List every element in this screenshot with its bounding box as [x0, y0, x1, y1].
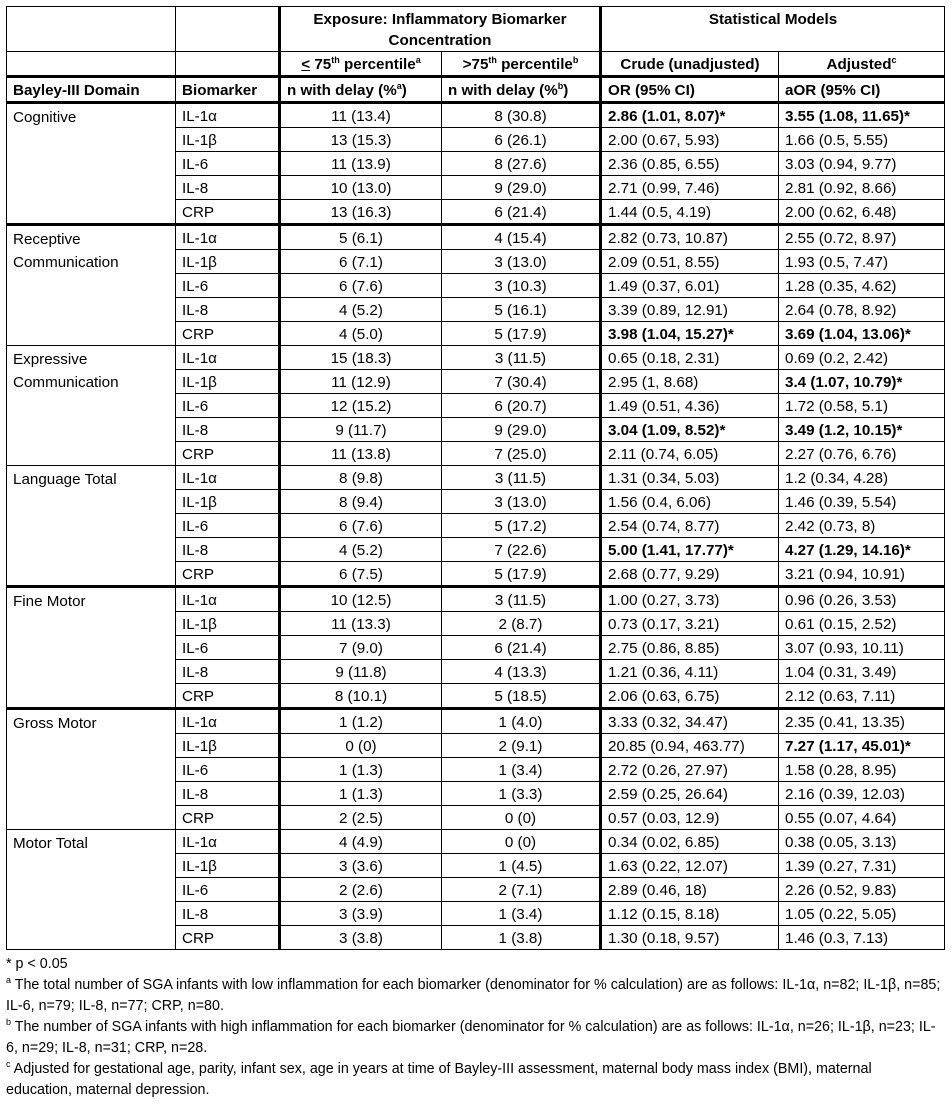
biomarker-cell: IL-1β	[176, 612, 280, 636]
or-cell: 1.31 (0.34, 5.03)	[601, 466, 779, 490]
aor-cell: 2.42 (0.73, 8)	[779, 514, 945, 538]
or-cell: 3.33 (0.32, 34.47)	[601, 709, 779, 734]
header-high-percentile: >75th percentile$^b$	[442, 52, 601, 77]
header-blank-1	[7, 7, 176, 52]
or-cell: 1.63 (0.22, 12.07)	[601, 854, 779, 878]
table-row	[7, 346, 945, 370]
low-delay-cell: 4 (5.2)	[280, 298, 442, 322]
low-delay-cell: 5 (6.1)	[280, 225, 442, 250]
biomarker-cell: IL-1β	[176, 128, 280, 152]
footnotes	[6, 954, 941, 1101]
low-delay-cell: 13 (15.3)	[280, 128, 442, 152]
low-delay-cell: 13 (16.3)	[280, 200, 442, 225]
or-cell: 2.59 (0.25, 26.64)	[601, 782, 779, 806]
domain-name: Expressive	[13, 351, 88, 368]
low-delay-cell: 6 (7.1)	[280, 250, 442, 274]
domain-cell	[7, 830, 176, 950]
low-delay-cell: 11 (13.4)	[280, 103, 442, 128]
aor-cell: 3.21 (0.94, 10.91)	[779, 562, 945, 587]
high-delay-cell: 1 (4.5)	[442, 854, 601, 878]
high-delay-cell: 8 (27.6)	[442, 152, 601, 176]
or-cell: 5.00 (1.41, 17.77)*	[601, 538, 779, 562]
low-delay-cell: 1 (1.3)	[280, 758, 442, 782]
or-cell: 1.12 (0.15, 8.18)	[601, 902, 779, 926]
high-delay-cell: 8 (30.8)	[442, 103, 601, 128]
domain-cell	[7, 587, 176, 709]
biomarker-cell: IL-1α	[176, 225, 280, 250]
or-cell: 0.73 (0.17, 3.21)	[601, 612, 779, 636]
biomarker-cell: IL-1α	[176, 830, 280, 854]
biomarker-cell: IL-6	[176, 758, 280, 782]
low-delay-cell: 9 (11.8)	[280, 660, 442, 684]
domain-name: Language Total	[13, 471, 117, 488]
or-cell: 2.54 (0.74, 8.77)	[601, 514, 779, 538]
high-delay-cell: 5 (18.5)	[442, 684, 601, 709]
biomarker-cell: IL-6	[176, 152, 280, 176]
aor-cell: 1.66 (0.5, 5.55)	[779, 128, 945, 152]
results-table	[6, 6, 945, 950]
aor-cell: 1.39 (0.27, 7.31)	[779, 854, 945, 878]
header-row-columns	[7, 77, 945, 103]
low-delay-cell: 6 (7.6)	[280, 274, 442, 298]
low-delay-cell: 6 (7.5)	[280, 562, 442, 587]
low-delay-cell: 8 (9.8)	[280, 466, 442, 490]
low-delay-cell: 11 (13.8)	[280, 442, 442, 466]
or-cell: 0.57 (0.03, 12.9)	[601, 806, 779, 830]
biomarker-cell: IL-8	[176, 176, 280, 200]
domain-name: Gross Motor	[13, 715, 97, 732]
high-delay-cell: 5 (17.9)	[442, 562, 601, 587]
or-cell: 20.85 (0.94, 463.77)	[601, 734, 779, 758]
aor-cell: 1.2 (0.34, 4.28)	[779, 466, 945, 490]
biomarker-cell: IL-8	[176, 660, 280, 684]
high-delay-cell: 7 (30.4)	[442, 370, 601, 394]
domain-name: Motor Total	[13, 835, 88, 852]
or-cell: 3.98 (1.04, 15.27)*	[601, 322, 779, 346]
biomarker-cell: CRP	[176, 926, 280, 950]
column-aor: aOR (95% CI)	[779, 77, 945, 103]
aor-cell: 0.61 (0.15, 2.52)	[779, 612, 945, 636]
header-blank-3	[7, 52, 176, 77]
high-delay-cell: 3 (11.5)	[442, 346, 601, 370]
footnote-marker: a	[6, 975, 12, 986]
biomarker-cell: CRP	[176, 442, 280, 466]
aor-cell: 1.28 (0.35, 4.62)	[779, 274, 945, 298]
high-delay-cell: 5 (17.9)	[442, 322, 601, 346]
or-cell: 0.34 (0.02, 6.85)	[601, 830, 779, 854]
low-delay-cell: 4 (4.9)	[280, 830, 442, 854]
or-cell: 2.71 (0.99, 7.46)	[601, 176, 779, 200]
aor-cell: 0.55 (0.07, 4.64)	[779, 806, 945, 830]
biomarker-cell: IL-6	[176, 274, 280, 298]
aor-cell: 2.55 (0.72, 8.97)	[779, 225, 945, 250]
domain-cell	[7, 225, 176, 346]
low-delay-cell: 1 (1.2)	[280, 709, 442, 734]
or-cell: 2.89 (0.46, 18)	[601, 878, 779, 902]
table-row	[7, 103, 945, 128]
aor-cell: 2.16 (0.39, 12.03)	[779, 782, 945, 806]
biomarker-cell: IL-6	[176, 636, 280, 660]
aor-cell: 1.05 (0.22, 5.05)	[779, 902, 945, 926]
high-delay-cell: 3 (10.3)	[442, 274, 601, 298]
footnote-marker: b	[6, 1017, 12, 1028]
high-delay-cell: 0 (0)	[442, 830, 601, 854]
aor-cell: 3.03 (0.94, 9.77)	[779, 152, 945, 176]
or-cell: 1.30 (0.18, 9.57)	[601, 926, 779, 950]
header-exposure: Exposure: Inflammatory Biomarker Concentration	[280, 7, 601, 52]
aor-cell: 4.27 (1.29, 14.16)*	[779, 538, 945, 562]
biomarker-cell: IL-8	[176, 418, 280, 442]
low-delay-cell: 3 (3.9)	[280, 902, 442, 926]
or-cell: 0.65 (0.18, 2.31)	[601, 346, 779, 370]
aor-cell: 0.69 (0.2, 2.42)	[779, 346, 945, 370]
or-cell: 1.21 (0.36, 4.11)	[601, 660, 779, 684]
aor-cell: 1.72 (0.58, 5.1)	[779, 394, 945, 418]
aor-cell: 2.35 (0.41, 13.35)	[779, 709, 945, 734]
biomarker-cell: CRP	[176, 322, 280, 346]
low-delay-cell: 8 (10.1)	[280, 684, 442, 709]
high-delay-cell: 1 (3.8)	[442, 926, 601, 950]
aor-cell: 3.69 (1.04, 13.06)*	[779, 322, 945, 346]
high-delay-cell: 1 (4.0)	[442, 709, 601, 734]
biomarker-cell: IL-8	[176, 538, 280, 562]
high-delay-cell: 6 (21.4)	[442, 200, 601, 225]
high-delay-cell: 3 (11.5)	[442, 587, 601, 612]
biomarker-cell: IL-1β	[176, 370, 280, 394]
aor-cell: 1.58 (0.28, 8.95)	[779, 758, 945, 782]
aor-cell: 3.49 (1.2, 10.15)*	[779, 418, 945, 442]
high-delay-cell: 1 (3.4)	[442, 758, 601, 782]
biomarker-cell: CRP	[176, 200, 280, 225]
biomarker-cell: IL-1α	[176, 709, 280, 734]
low-delay-cell: 9 (11.7)	[280, 418, 442, 442]
header-blank-2	[176, 7, 280, 52]
low-delay-cell: 11 (12.9)	[280, 370, 442, 394]
table-row	[7, 587, 945, 612]
footnote	[6, 954, 941, 975]
footnote	[6, 975, 941, 1017]
or-cell: 2.86 (1.01, 8.07)*	[601, 103, 779, 128]
aor-cell: 2.64 (0.78, 8.92)	[779, 298, 945, 322]
high-delay-cell: 5 (17.2)	[442, 514, 601, 538]
domain-cell	[7, 103, 176, 225]
header-crude: Crude (unadjusted)	[601, 52, 779, 77]
domain-cell	[7, 709, 176, 830]
high-delay-cell: 6 (26.1)	[442, 128, 601, 152]
footnote-text: The total number of SGA infants with low inflammation for each biomarker (denominator for % calculation) are as follows: IL-1α, n=82; IL-1β, n=85; IL-6, n=79; IL-8, n=77; CRP, n=80.	[6, 977, 941, 1014]
low-delay-cell: 7 (9.0)	[280, 636, 442, 660]
column-low-delay: n with delay (%$^a$)	[280, 77, 442, 103]
table-body	[7, 103, 945, 950]
header-adjusted: Adjusted$^c$	[779, 52, 945, 77]
or-cell: 2.00 (0.67, 5.93)	[601, 128, 779, 152]
aor-cell: 2.00 (0.62, 6.48)	[779, 200, 945, 225]
or-cell: 1.49 (0.37, 6.01)	[601, 274, 779, 298]
table-row	[7, 225, 945, 250]
low-delay-cell: 8 (9.4)	[280, 490, 442, 514]
high-delay-cell: 9 (29.0)	[442, 176, 601, 200]
or-cell: 2.11 (0.74, 6.05)	[601, 442, 779, 466]
aor-cell: 3.4 (1.07, 10.79)*	[779, 370, 945, 394]
biomarker-cell: IL-8	[176, 902, 280, 926]
column-domain: Bayley-III Domain	[7, 77, 176, 103]
biomarker-cell: CRP	[176, 684, 280, 709]
low-delay-cell: 10 (13.0)	[280, 176, 442, 200]
biomarker-cell: CRP	[176, 806, 280, 830]
aor-cell: 1.93 (0.5, 7.47)	[779, 250, 945, 274]
biomarker-cell: IL-6	[176, 394, 280, 418]
high-delay-cell: 4 (13.3)	[442, 660, 601, 684]
or-cell: 2.36 (0.85, 6.55)	[601, 152, 779, 176]
footnote-text: Adjusted for gestational age, parity, infant sex, age in years at time of Bayley-III assessment, maternal body mass index (BMI), maternal education, maternal depression.	[6, 1061, 872, 1098]
high-delay-cell: 2 (9.1)	[442, 734, 601, 758]
aor-cell: 7.27 (1.17, 45.01)*	[779, 734, 945, 758]
high-delay-cell: 3 (13.0)	[442, 490, 601, 514]
or-cell: 1.49 (0.51, 4.36)	[601, 394, 779, 418]
table-row	[7, 830, 945, 854]
high-delay-cell: 2 (7.1)	[442, 878, 601, 902]
aor-cell: 0.38 (0.05, 3.13)	[779, 830, 945, 854]
biomarker-cell: IL-1α	[176, 346, 280, 370]
low-delay-cell: 2 (2.6)	[280, 878, 442, 902]
biomarker-cell: IL-1β	[176, 250, 280, 274]
high-delay-cell: 2 (8.7)	[442, 612, 601, 636]
table-row	[7, 466, 945, 490]
column-or: OR (95% CI)	[601, 77, 779, 103]
biomarker-cell: IL-1β	[176, 854, 280, 878]
low-delay-cell: 0 (0)	[280, 734, 442, 758]
aor-cell: 0.96 (0.26, 3.53)	[779, 587, 945, 612]
header-row-group	[7, 7, 945, 52]
column-high-delay: n with delay (%$^b$)	[442, 77, 601, 103]
header-models: Statistical Models	[601, 7, 945, 52]
aor-cell: 2.81 (0.92, 8.66)	[779, 176, 945, 200]
aor-cell: 1.04 (0.31, 3.49)	[779, 660, 945, 684]
or-cell: 3.39 (0.89, 12.91)	[601, 298, 779, 322]
low-delay-cell: 11 (13.9)	[280, 152, 442, 176]
column-biomarker: Biomarker	[176, 77, 280, 103]
footnote-marker: c	[6, 1059, 11, 1070]
biomarker-cell: IL-6	[176, 514, 280, 538]
domain-name: Communication	[13, 374, 119, 391]
biomarker-cell: IL-1β	[176, 490, 280, 514]
header-row-percentile	[7, 52, 945, 77]
or-cell: 2.06 (0.63, 6.75)	[601, 684, 779, 709]
low-delay-cell: 3 (3.8)	[280, 926, 442, 950]
domain-cell	[7, 346, 176, 466]
biomarker-cell: IL-1α	[176, 587, 280, 612]
high-delay-cell: 9 (29.0)	[442, 418, 601, 442]
biomarker-cell: IL-1β	[176, 734, 280, 758]
aor-cell: 2.27 (0.76, 6.76)	[779, 442, 945, 466]
low-delay-cell: 6 (7.6)	[280, 514, 442, 538]
or-cell: 2.72 (0.26, 27.97)	[601, 758, 779, 782]
low-delay-cell: 11 (13.3)	[280, 612, 442, 636]
high-delay-cell: 6 (20.7)	[442, 394, 601, 418]
footnote	[6, 1017, 941, 1059]
high-delay-cell: 3 (13.0)	[442, 250, 601, 274]
footnote	[6, 1059, 941, 1101]
aor-cell: 2.26 (0.52, 9.83)	[779, 878, 945, 902]
biomarker-cell: IL-6	[176, 878, 280, 902]
aor-cell: 1.46 (0.39, 5.54)	[779, 490, 945, 514]
biomarker-cell: IL-8	[176, 298, 280, 322]
or-cell: 2.75 (0.86, 8.85)	[601, 636, 779, 660]
domain-name: Communication	[13, 254, 119, 271]
domain-cell	[7, 466, 176, 587]
high-delay-cell: 1 (3.3)	[442, 782, 601, 806]
or-cell: 3.04 (1.09, 8.52)*	[601, 418, 779, 442]
biomarker-cell: IL-8	[176, 782, 280, 806]
domain-name: Fine Motor	[13, 593, 86, 610]
low-delay-cell: 4 (5.0)	[280, 322, 442, 346]
domain-name: Cognitive	[13, 109, 77, 126]
high-delay-cell: 6 (21.4)	[442, 636, 601, 660]
aor-cell: 1.46 (0.3, 7.13)	[779, 926, 945, 950]
table-row	[7, 709, 945, 734]
high-delay-cell: 5 (16.1)	[442, 298, 601, 322]
low-delay-cell: 10 (12.5)	[280, 587, 442, 612]
low-delay-cell: 15 (18.3)	[280, 346, 442, 370]
low-delay-cell: 2 (2.5)	[280, 806, 442, 830]
or-cell: 1.56 (0.4, 6.06)	[601, 490, 779, 514]
or-cell: 2.68 (0.77, 9.29)	[601, 562, 779, 587]
high-delay-cell: 7 (22.6)	[442, 538, 601, 562]
low-delay-cell: 1 (1.3)	[280, 782, 442, 806]
header-blank-4	[176, 52, 280, 77]
high-delay-cell: 0 (0)	[442, 806, 601, 830]
or-cell: 1.44 (0.5, 4.19)	[601, 200, 779, 225]
aor-cell: 3.55 (1.08, 11.65)*	[779, 103, 945, 128]
aor-cell: 2.12 (0.63, 7.11)	[779, 684, 945, 709]
high-delay-cell: 4 (15.4)	[442, 225, 601, 250]
header-low-percentile: < 75th percentile$^a$	[280, 52, 442, 77]
or-cell: 1.00 (0.27, 3.73)	[601, 587, 779, 612]
biomarker-cell: IL-1α	[176, 103, 280, 128]
high-delay-cell: 7 (25.0)	[442, 442, 601, 466]
biomarker-cell: IL-1α	[176, 466, 280, 490]
biomarker-cell: CRP	[176, 562, 280, 587]
aor-cell: 3.07 (0.93, 10.11)	[779, 636, 945, 660]
footnote-text: * p < 0.05	[6, 956, 68, 972]
low-delay-cell: 4 (5.2)	[280, 538, 442, 562]
high-delay-cell: 1 (3.4)	[442, 902, 601, 926]
footnote-text: The number of SGA infants with high inflammation for each biomarker (denominator for % calculation) are as follows: IL-1α, n=26; IL-1β, n=23; IL-6, n=29; IL-8, n=31; CRP, n=28.	[6, 1019, 936, 1056]
low-delay-cell: 12 (15.2)	[280, 394, 442, 418]
domain-name: Receptive	[13, 231, 81, 248]
high-delay-cell: 3 (11.5)	[442, 466, 601, 490]
or-cell: 2.09 (0.51, 8.55)	[601, 250, 779, 274]
low-delay-cell: 3 (3.6)	[280, 854, 442, 878]
or-cell: 2.82 (0.73, 10.87)	[601, 225, 779, 250]
or-cell: 2.95 (1, 8.68)	[601, 370, 779, 394]
